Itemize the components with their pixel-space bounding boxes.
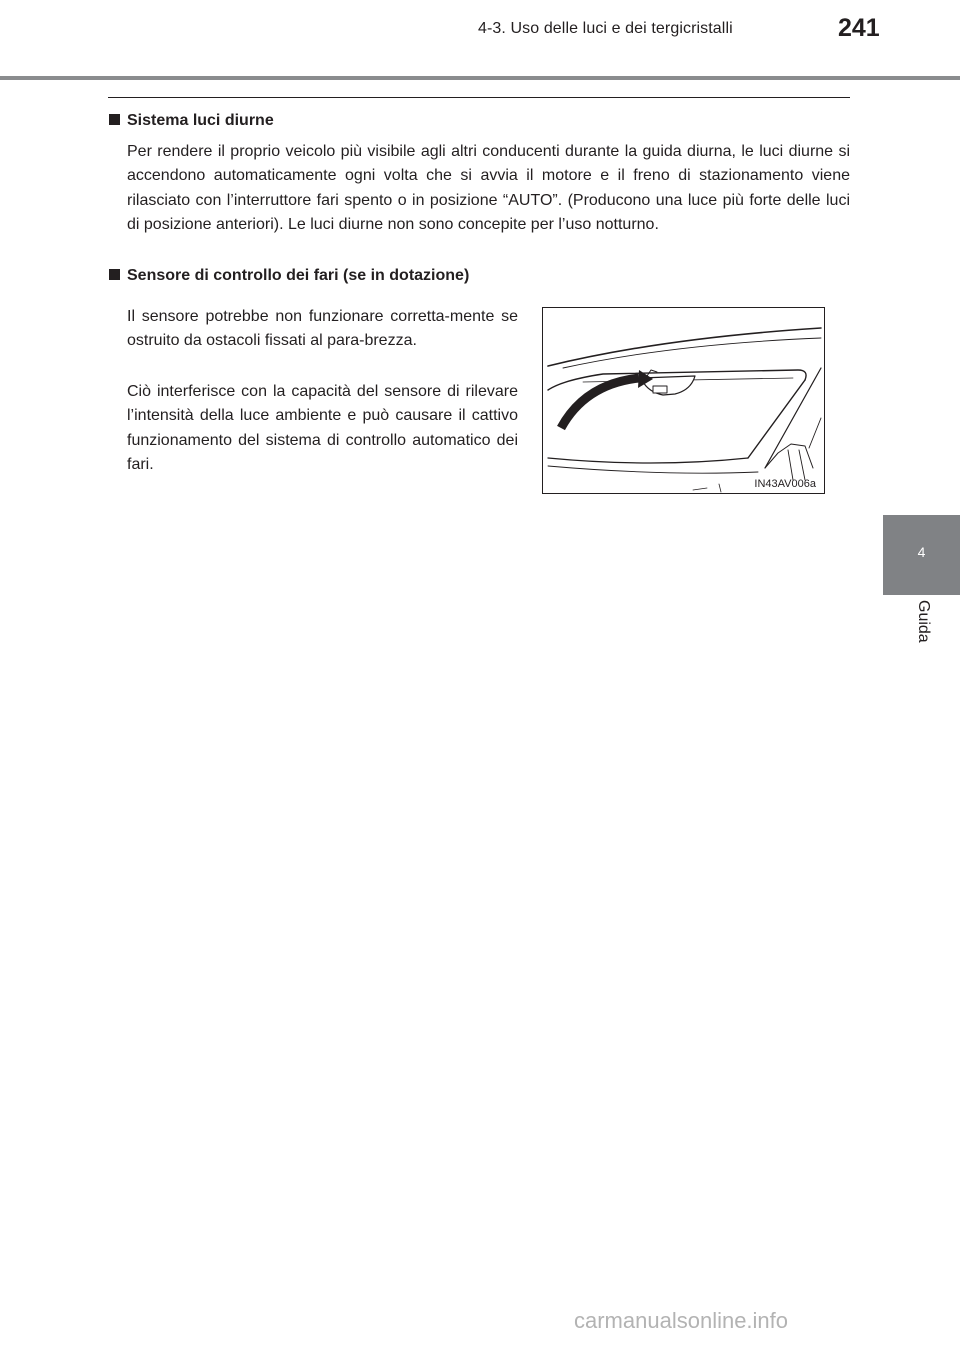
section-heading-text: Sistema luci diurne [127, 112, 274, 129]
chapter-label: Guida [915, 600, 932, 643]
running-header-section-title: 4-3. Uso delle luci e dei tergicristalli [478, 20, 733, 37]
section-heading-headlight-sensor [109, 267, 469, 285]
site-watermark: carmanualsonline.info [574, 1308, 789, 1333]
section-paragraph: Ciò interferisce con la capacità del sensore di rilevare l’intensità della luce ambiente e può causare il cattivo funzionamento del sistema di controllo automatico dei fari. [127, 383, 518, 473]
windshield-sensor-drawing [543, 308, 824, 493]
section-paragraph: Il sensore potrebbe non funzionare corretta-mente se ostruito da ostacoli fissati al para-brezza. [127, 308, 518, 350]
heading-square-bullet-icon [109, 114, 120, 125]
header-divider [0, 76, 960, 80]
windshield-sensor-illustration [542, 307, 825, 494]
section-paragraph: Per rendere il proprio veicolo più visibile agli altri conducenti durante la guida diurna, le luci diurne si accendono automaticamente ogni volta che si avvia il motore e il freno di stazionamento viene rilasciato con l’interruttore fari spento o in posizione “AUTO”. (Producono una luce più forte delle luci di posizione anteriori). Le luci diurne non sono concepite per l’uso notturno. [127, 143, 850, 233]
chapter-number: 4 [917, 544, 926, 560]
figure-code: IN43AV006a [754, 478, 816, 490]
section-heading-text: Sensore di controllo dei fari (se in dotazione) [127, 267, 470, 284]
content-divider [108, 97, 850, 98]
heading-square-bullet-icon [109, 269, 120, 280]
section-heading-daytime-lights [109, 112, 274, 130]
chapter-tab [883, 515, 960, 595]
page-number: 241 [838, 14, 880, 42]
